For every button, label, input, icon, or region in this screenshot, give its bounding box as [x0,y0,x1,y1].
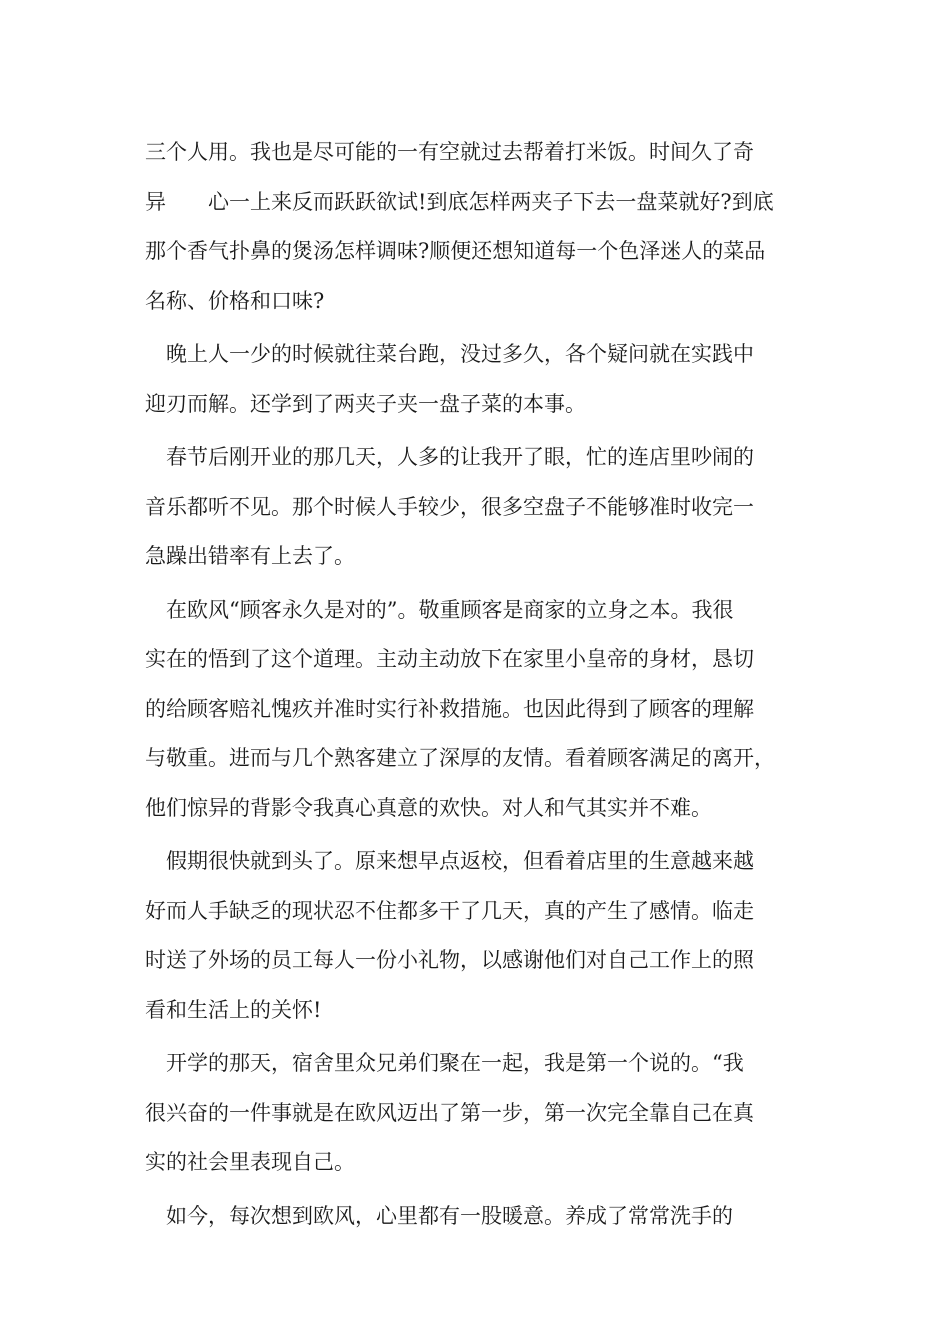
text-line: 他们惊异的背影令我真心真意的欢快。对人和气其实并不难。 [145,795,712,820]
paragraph-6 [145,1039,825,1188]
text-line: 很兴奋的一件事就是在欧风迈出了第一步，第一次完全靠自己在真 [145,1100,754,1125]
text-line: 迎刃而解。还学到了两夹子夹一盘子菜的本事。 [145,391,586,416]
text-line: 晚上人一少的时候就往菜台跑，没过多久，各个疑问就在实践中 [145,342,754,366]
text-line: 急躁出错率有上去了。 [145,544,355,568]
text-line: 那个香气扑鼻的煲汤怎样调味?顺便还想知道每一个色泽迷人的菜品 [145,239,766,263]
text-line: 的给顾客赔礼愧疚并准时实行补救措施。也因此得到了顾客的理解 [145,696,754,721]
text-line: 好而人手缺乏的现状忍不住都多干了几天，真的产生了感情。临走 [145,898,754,923]
text-line: 开学的那天，宿舍里众兄弟们聚在一起，我是第一个说的。“我 [145,1051,744,1075]
text-line: 在欧风“顾客永久是对的”。敬重顾客是商家的立身之本。我很 [145,597,734,622]
text-line: 异 心一上来反而跃跃欲试!到底怎样两夹子下去一盘菜就好?到底 [145,189,774,214]
text-line: 春节后刚开业的那几天，人多的让我开了眼，忙的连店里吵闹的 [145,445,754,469]
text-line: 名称、价格和口味? [145,288,325,313]
text-line: 音乐都听不见。那个时候人手较少，很多空盘子不能够准时收完一 [145,494,754,519]
paragraph-1 [145,128,825,326]
text-line: 假期很快就到头了。原来想早点返校，但看着店里的生意越来越 [145,849,754,873]
text-line: 实的社会里表现自己。 [145,1150,355,1174]
paragraph-2 [145,330,825,429]
text-line: 三个人用。我也是尽可能的一有空就过去帮着打米饭。时间久了奇 [145,140,754,164]
paragraph-7 [145,1192,825,1242]
text-line: 如今，每次想到欧风，心里都有一股暖意。养成了常常洗手的 [145,1203,733,1228]
text-line: 与敬重。进而与几个熟客建立了深厚的友情。看着顾客满足的离开， [145,746,775,770]
paragraph-3 [145,433,825,582]
document-body [145,128,825,1245]
text-line: 时送了外场的员工每人一份小礼物，以感谢他们对自己工作上的照 [145,948,754,972]
paragraph-4 [145,586,825,834]
text-line: 实在的悟到了这个道理。主动主动放下在家里小皇帝的身材，恳切 [145,647,754,671]
text-line: 看和生活上的关怀! [145,997,322,1022]
paragraph-5 [145,837,825,1035]
